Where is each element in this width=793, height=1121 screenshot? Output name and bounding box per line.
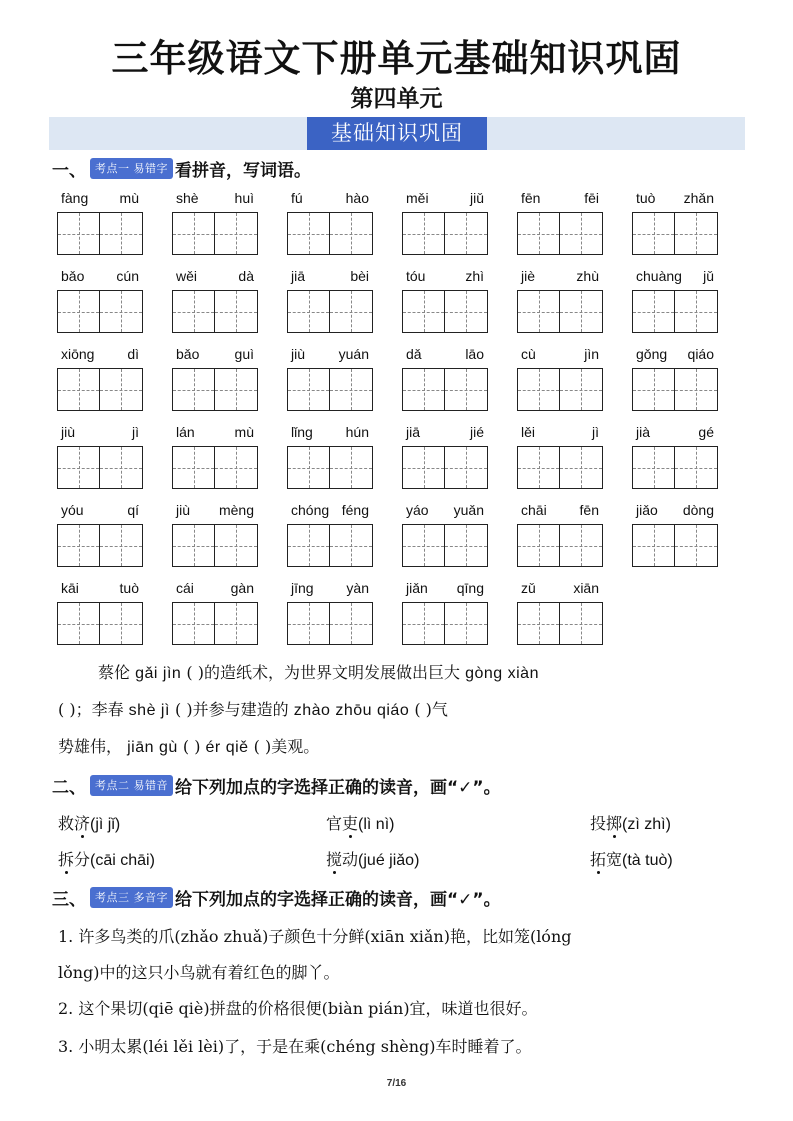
pinyin-label — [57, 502, 143, 522]
pinyin-syllable: chāi — [521, 502, 547, 518]
word-cell — [57, 502, 143, 567]
paragraph-pinyin: shè jì — [128, 702, 170, 719]
tianzige-box[interactable] — [560, 290, 603, 333]
reading-choice-item[interactable]: 官吏(lì nì) — [326, 814, 395, 833]
word-cell — [632, 190, 718, 255]
pinyin-syllable: wěi — [176, 268, 198, 284]
paragraph-pinyin: ér qiě — [205, 739, 249, 756]
word-cell — [402, 190, 488, 255]
paragraph-line-3 — [58, 734, 748, 757]
pinyin-syllable: shè — [176, 190, 199, 206]
pinyin-syllable: qí — [127, 502, 139, 518]
pinyin-label — [287, 346, 373, 366]
pinyin-syllable: chuàng — [636, 268, 682, 284]
pinyin-label — [57, 580, 143, 600]
pinyin-syllable: jià — [636, 424, 651, 440]
section-2-instruction: 给下列加点的字选择正确的读音，画“✓”。 — [175, 777, 501, 798]
pinyin-label — [402, 190, 488, 210]
pinyin-syllable: lán — [176, 424, 195, 440]
reading-choice-item[interactable]: 拓宽(tà tuò) — [590, 850, 673, 869]
pinyin-syllable: fēn — [521, 190, 541, 206]
section-1-instruction: 看拼音，写词语。 — [175, 160, 311, 181]
tianzige-box[interactable] — [402, 368, 445, 411]
pinyin-syllable: dòng — [682, 502, 714, 518]
pinyin-syllable: jié — [469, 424, 484, 440]
pinyin-label — [57, 346, 143, 366]
pinyin-syllable: chóng — [291, 502, 330, 518]
word-cell — [172, 424, 258, 489]
pinyin-syllable: hào — [345, 190, 369, 206]
question-3[interactable]: 3. 小明太累(léi lěi lèi)了，于是在乘(chéng shèng)车时睡着了。 — [58, 1037, 532, 1056]
reading-choice-item[interactable]: 拆分(cāi chāi) — [58, 850, 155, 869]
tianzige-box[interactable] — [517, 290, 560, 333]
pinyin-syllable: jiā — [406, 424, 421, 440]
pinyin-syllable: qiáo — [687, 346, 714, 362]
word-cell — [517, 424, 603, 489]
pinyin-syllable: cù — [521, 346, 536, 362]
tianzige-box[interactable] — [675, 368, 718, 411]
section-3-number: 三、 — [52, 889, 86, 910]
tianzige-box[interactable] — [445, 290, 488, 333]
pinyin-syllable: jìn — [584, 346, 599, 362]
pinyin-syllable: huì — [234, 190, 254, 206]
word-cell — [517, 346, 603, 411]
pinyin-syllable: měi — [406, 190, 429, 206]
tianzige-box[interactable] — [57, 524, 100, 567]
answer-blank[interactable]: ( )；李春 — [58, 700, 124, 719]
answer-blank[interactable]: ( )气 — [414, 700, 448, 719]
pinyin-label — [517, 346, 603, 366]
pinyin-syllable: jǔ — [703, 268, 714, 284]
pinyin-label — [517, 190, 603, 210]
pinyin-syllable: qīng — [456, 580, 484, 596]
pinyin-syllable: lǐng — [291, 424, 313, 440]
pinyin-syllable: hún — [345, 424, 369, 440]
reading-choice-item[interactable]: 投掷(zì zhì) — [590, 814, 671, 833]
tianzige-box[interactable] — [675, 446, 718, 489]
section-3-tag: 考点三 多音字 — [90, 887, 173, 908]
section-2-heading — [52, 772, 501, 798]
page-number: 7/16 — [386, 1078, 407, 1089]
pinyin-syllable: gàn — [230, 580, 254, 596]
tianzige-box[interactable] — [215, 524, 258, 567]
pinyin-syllable: fēi — [584, 190, 599, 206]
pinyin-label — [57, 268, 143, 288]
pinyin-syllable: jiǎo — [636, 502, 658, 518]
tianzige-box[interactable] — [287, 212, 330, 255]
pinyin-syllable: féng — [341, 502, 369, 518]
pinyin-syllable: yuǎn — [453, 502, 484, 518]
tianzige-box[interactable] — [330, 212, 373, 255]
pinyin-label — [172, 502, 258, 522]
tianzige-box[interactable] — [57, 212, 100, 255]
tianzige-box[interactable] — [445, 446, 488, 489]
tianzige-box[interactable] — [517, 368, 560, 411]
pinyin-syllable: yàn — [346, 580, 369, 596]
tianzige-box[interactable] — [632, 446, 675, 489]
tianzige-box[interactable] — [172, 212, 215, 255]
word-cell — [402, 424, 488, 489]
unit-subtitle: 第四单元 — [350, 86, 443, 112]
pinyin-syllable: jiǎn — [406, 580, 428, 596]
word-cell — [517, 190, 603, 255]
pinyin-syllable: fēn — [579, 502, 599, 518]
word-cell — [287, 268, 373, 333]
pinyin-syllable: jīng — [291, 580, 314, 596]
pinyin-label — [402, 502, 488, 522]
tianzige-box[interactable] — [287, 446, 330, 489]
tianzige-box[interactable] — [330, 602, 373, 645]
tianzige-box[interactable] — [287, 602, 330, 645]
section-3-instruction: 给下列加点的字选择正确的读音，画“✓”。 — [175, 889, 501, 910]
pinyin-syllable: fú — [291, 190, 303, 206]
section-2-number: 二、 — [52, 777, 86, 798]
pinyin-syllable: jiù — [61, 424, 76, 440]
pinyin-syllable: bǎo — [61, 268, 85, 284]
reading-choice-item[interactable]: 搅动(jué jiǎo) — [326, 850, 420, 869]
word-cell — [632, 424, 718, 489]
pinyin-syllable: dà — [238, 268, 254, 284]
pinyin-label — [402, 424, 488, 444]
word-cell — [172, 580, 258, 645]
tianzige-box[interactable] — [172, 290, 215, 333]
tianzige-box[interactable] — [172, 446, 215, 489]
word-cell — [57, 346, 143, 411]
word-cell — [517, 268, 603, 333]
pinyin-syllable: jiù — [176, 502, 191, 518]
pinyin-label — [287, 268, 373, 288]
word-cell — [517, 580, 603, 645]
pinyin-label — [402, 346, 488, 366]
pinyin-label — [517, 502, 603, 522]
tianzige-box[interactable] — [215, 602, 258, 645]
word-cell — [57, 268, 143, 333]
tianzige-box[interactable] — [215, 290, 258, 333]
tianzige-box[interactable] — [100, 602, 143, 645]
tianzige-box[interactable] — [675, 290, 718, 333]
word-cell — [402, 580, 488, 645]
tianzige-box[interactable] — [100, 212, 143, 255]
tianzige-box[interactable] — [445, 368, 488, 411]
pinyin-syllable: mù — [234, 424, 254, 440]
page-title: 三年级语文下册单元基础知识巩固 — [111, 37, 682, 80]
tianzige-box[interactable] — [632, 524, 675, 567]
tianzige-box[interactable] — [560, 602, 603, 645]
paragraph-text: 蔡伦 — [98, 663, 131, 682]
tianzige-box[interactable] — [560, 446, 603, 489]
answer-blank[interactable]: ( )美观。 — [253, 737, 320, 756]
pinyin-label — [287, 424, 373, 444]
tianzige-box[interactable] — [675, 212, 718, 255]
pinyin-syllable: jì — [132, 424, 139, 440]
pinyin-label — [172, 424, 258, 444]
tianzige-box[interactable] — [445, 524, 488, 567]
pinyin-label — [517, 580, 603, 600]
word-cell — [402, 502, 488, 567]
tianzige-box[interactable] — [675, 524, 718, 567]
pinyin-label — [632, 346, 718, 366]
answer-blank[interactable]: ( )的造纸术，为世界文明发展做出巨大 — [186, 663, 460, 682]
pinyin-label — [632, 268, 718, 288]
tianzige-box[interactable] — [402, 290, 445, 333]
pinyin-label — [402, 580, 488, 600]
pinyin-label — [632, 424, 718, 444]
word-cell — [57, 424, 143, 489]
word-cell — [402, 268, 488, 333]
pinyin-syllable: zhù — [576, 268, 599, 284]
pinyin-syllable: jiù — [291, 346, 306, 362]
paragraph-pinyin: gòng xiàn — [465, 665, 539, 682]
word-cell — [172, 268, 258, 333]
section-3-heading — [52, 884, 501, 910]
pinyin-syllable: jiè — [521, 268, 536, 284]
tianzige-box[interactable] — [517, 602, 560, 645]
tianzige-box[interactable] — [287, 524, 330, 567]
tianzige-box[interactable] — [215, 212, 258, 255]
tianzige-box[interactable] — [402, 602, 445, 645]
tianzige-box[interactable] — [57, 446, 100, 489]
section-1-tag: 考点一 易错字 — [90, 158, 173, 179]
pinyin-label — [172, 190, 258, 210]
tianzige-box[interactable] — [57, 368, 100, 411]
pinyin-syllable: kāi — [61, 580, 79, 596]
tianzige-box[interactable] — [330, 524, 373, 567]
word-cell — [57, 580, 143, 645]
word-cell — [632, 268, 718, 333]
tianzige-box[interactable] — [517, 212, 560, 255]
word-cell — [632, 502, 718, 567]
section-1-number: 一、 — [52, 160, 86, 181]
pinyin-syllable: bǎo — [176, 346, 200, 362]
reading-choice-item[interactable]: 救济(jì jǐ) — [58, 814, 121, 833]
question-1-line-2[interactable]: lǒng)中的这只小鸟就有着红色的脚丫。 — [58, 963, 340, 982]
pinyin-label — [517, 424, 603, 444]
pinyin-label — [517, 268, 603, 288]
pinyin-syllable: tuò — [636, 190, 656, 206]
pinyin-syllable: dì — [127, 346, 139, 362]
tianzige-box[interactable] — [445, 212, 488, 255]
pinyin-syllable: zhǎn — [683, 190, 714, 206]
paragraph-pinyin: gǎi jìn — [135, 665, 182, 682]
answer-blank[interactable]: ( )并参与建造的 — [175, 700, 289, 719]
section-1-heading — [52, 155, 311, 181]
word-cell — [287, 190, 373, 255]
paragraph-line-2 — [58, 697, 748, 720]
tianzige-box[interactable] — [100, 524, 143, 567]
paragraph-pinyin: jiān gù — [127, 739, 178, 756]
tianzige-box[interactable] — [632, 368, 675, 411]
pinyin-syllable: yuán — [338, 346, 369, 362]
pinyin-syllable: tuò — [119, 580, 139, 596]
tianzige-box[interactable] — [517, 524, 560, 567]
tianzige-box[interactable] — [402, 212, 445, 255]
pinyin-syllable: yóu — [61, 502, 84, 518]
tianzige-box[interactable] — [57, 290, 100, 333]
pinyin-syllable: guì — [234, 346, 254, 362]
tianzige-box[interactable] — [172, 602, 215, 645]
tianzige-box[interactable] — [57, 602, 100, 645]
tianzige-box[interactable] — [100, 368, 143, 411]
paragraph-line-1 — [98, 660, 788, 683]
pinyin-syllable: lěi — [521, 424, 536, 440]
pinyin-syllable: yáo — [406, 502, 429, 518]
word-cell — [287, 424, 373, 489]
tianzige-box[interactable] — [402, 524, 445, 567]
answer-blank[interactable]: ( ) — [182, 737, 201, 756]
pinyin-label — [172, 268, 258, 288]
tianzige-box[interactable] — [330, 446, 373, 489]
word-cell — [402, 346, 488, 411]
word-cell — [57, 190, 143, 255]
pinyin-label — [402, 268, 488, 288]
tianzige-box[interactable] — [287, 290, 330, 333]
pinyin-label — [632, 502, 718, 522]
pinyin-label — [287, 502, 373, 522]
pinyin-label — [172, 346, 258, 366]
tianzige-box[interactable] — [330, 368, 373, 411]
pinyin-syllable: jì — [592, 424, 599, 440]
tianzige-box[interactable] — [100, 446, 143, 489]
word-cell — [287, 580, 373, 645]
pinyin-label — [287, 580, 373, 600]
tianzige-box[interactable] — [560, 368, 603, 411]
tianzige-box[interactable] — [215, 368, 258, 411]
pinyin-syllable: lāo — [465, 346, 484, 362]
pinyin-syllable: mèng — [218, 502, 254, 518]
pinyin-syllable: jiǔ — [469, 190, 484, 206]
tianzige-box[interactable] — [402, 446, 445, 489]
paragraph-pinyin: zhào zhōu qiáo — [293, 702, 410, 719]
pinyin-syllable: cún — [116, 268, 139, 284]
pinyin-label — [632, 190, 718, 210]
tianzige-box[interactable] — [560, 524, 603, 567]
pinyin-syllable: zǔ — [521, 580, 536, 596]
pinyin-label — [172, 580, 258, 600]
tianzige-box[interactable] — [215, 446, 258, 489]
question-1-line-1[interactable]: 1. 许多鸟类的爪(zhǎo zhuǎ)子颜色十分鲜(xiān xiǎn)艳，比如笼(lóng — [58, 927, 572, 946]
tianzige-box[interactable] — [287, 368, 330, 411]
pinyin-syllable: gǒng — [636, 346, 668, 362]
word-cell — [172, 346, 258, 411]
question-2[interactable]: 2. 这个果切(qiē qiè)拼盘的价格很便(biàn pián)宜，味道也很好。 — [58, 999, 538, 1018]
tianzige-box[interactable] — [632, 212, 675, 255]
pinyin-syllable: tóu — [406, 268, 426, 284]
tianzige-box[interactable] — [330, 290, 373, 333]
tianzige-box[interactable] — [100, 290, 143, 333]
word-cell — [172, 190, 258, 255]
pinyin-label — [287, 190, 373, 210]
pinyin-syllable: xiōng — [61, 346, 95, 362]
word-cell — [172, 502, 258, 567]
pinyin-syllable: bèi — [350, 268, 369, 284]
tianzige-box[interactable] — [445, 602, 488, 645]
pinyin-label — [57, 190, 143, 210]
pinyin-syllable: mù — [119, 190, 139, 206]
word-cell — [287, 346, 373, 411]
word-cell — [287, 502, 373, 567]
pinyin-syllable: fàng — [61, 190, 89, 206]
paragraph-text: 势雄伟， — [58, 737, 123, 756]
pinyin-label — [57, 424, 143, 444]
tianzige-box[interactable] — [172, 524, 215, 567]
pinyin-syllable: xiān — [573, 580, 599, 596]
word-cell — [632, 346, 718, 411]
word-cell — [517, 502, 603, 567]
banner-label: 基础知识巩固 — [307, 117, 487, 150]
pinyin-syllable: zhì — [465, 268, 484, 284]
tianzige-box[interactable] — [517, 446, 560, 489]
pinyin-syllable: dǎ — [406, 346, 422, 362]
pinyin-syllable: jiā — [291, 268, 306, 284]
pinyin-syllable: gé — [698, 424, 714, 440]
section-2-tag: 考点二 易错音 — [90, 775, 173, 796]
tianzige-box[interactable] — [172, 368, 215, 411]
tianzige-box[interactable] — [560, 212, 603, 255]
tianzige-box[interactable] — [632, 290, 675, 333]
pinyin-syllable: cái — [176, 580, 194, 596]
